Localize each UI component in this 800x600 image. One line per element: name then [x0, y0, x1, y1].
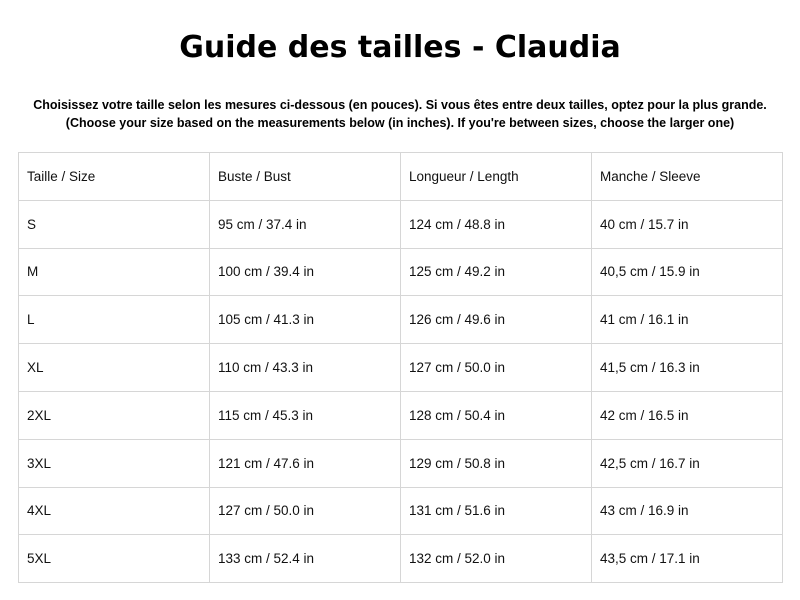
- cell-size: S: [19, 200, 210, 248]
- cell-bust: 100 cm / 39.4 in: [210, 248, 401, 296]
- cell-sleeve: 40 cm / 15.7 in: [592, 200, 783, 248]
- page-title: Guide des tailles - Claudia: [179, 30, 621, 65]
- cell-length: 124 cm / 48.8 in: [401, 200, 592, 248]
- instructions: [0, 96, 800, 132]
- header-sleeve: Manche / Sleeve: [592, 153, 783, 201]
- table-row: [19, 248, 783, 296]
- cell-bust: 133 cm / 52.4 in: [210, 535, 401, 583]
- cell-length: 132 cm / 52.0 in: [401, 535, 592, 583]
- cell-sleeve: 43,5 cm / 17.1 in: [592, 535, 783, 583]
- cell-size: 2XL: [19, 391, 210, 439]
- cell-sleeve: 42 cm / 16.5 in: [592, 391, 783, 439]
- cell-bust: 105 cm / 41.3 in: [210, 296, 401, 344]
- cell-sleeve: 43 cm / 16.9 in: [592, 487, 783, 535]
- table-row: [19, 296, 783, 344]
- cell-bust: 115 cm / 45.3 in: [210, 391, 401, 439]
- header-bust: Buste / Bust: [210, 153, 401, 201]
- cell-length: 125 cm / 49.2 in: [401, 248, 592, 296]
- header-length: Longueur / Length: [401, 153, 592, 201]
- cell-size: 4XL: [19, 487, 210, 535]
- cell-bust: 127 cm / 50.0 in: [210, 487, 401, 535]
- cell-bust: 95 cm / 37.4 in: [210, 200, 401, 248]
- cell-size: 5XL: [19, 535, 210, 583]
- cell-sleeve: 41 cm / 16.1 in: [592, 296, 783, 344]
- cell-length: 127 cm / 50.0 in: [401, 344, 592, 392]
- cell-size: M: [19, 248, 210, 296]
- instructions-french: Choisissez votre taille selon les mesures ci-dessous (en pouces). Si vous êtes entre deux tailles, optez pour la plus grande.: [33, 98, 767, 112]
- cell-length: 129 cm / 50.8 in: [401, 439, 592, 487]
- cell-size: 3XL: [19, 439, 210, 487]
- cell-length: 131 cm / 51.6 in: [401, 487, 592, 535]
- instructions-english: (Choose your size based on the measurements below (in inches). If you're between sizes, choose the larger one): [65, 116, 735, 130]
- size-chart-table: [18, 152, 783, 583]
- table-row: [19, 487, 783, 535]
- cell-size: XL: [19, 344, 210, 392]
- cell-sleeve: 42,5 cm / 16.7 in: [592, 439, 783, 487]
- cell-length: 128 cm / 50.4 in: [401, 391, 592, 439]
- cell-sleeve: 40,5 cm / 15.9 in: [592, 248, 783, 296]
- cell-length: 126 cm / 49.6 in: [401, 296, 592, 344]
- table-row: [19, 200, 783, 248]
- cell-sleeve: 41,5 cm / 16.3 in: [592, 344, 783, 392]
- table-row: [19, 535, 783, 583]
- header-size: Taille / Size: [19, 153, 210, 201]
- table-row: [19, 439, 783, 487]
- cell-bust: 121 cm / 47.6 in: [210, 439, 401, 487]
- table-row: [19, 391, 783, 439]
- table-header-row: [19, 153, 783, 201]
- table-row: [19, 344, 783, 392]
- cell-bust: 110 cm / 43.3 in: [210, 344, 401, 392]
- cell-size: L: [19, 296, 210, 344]
